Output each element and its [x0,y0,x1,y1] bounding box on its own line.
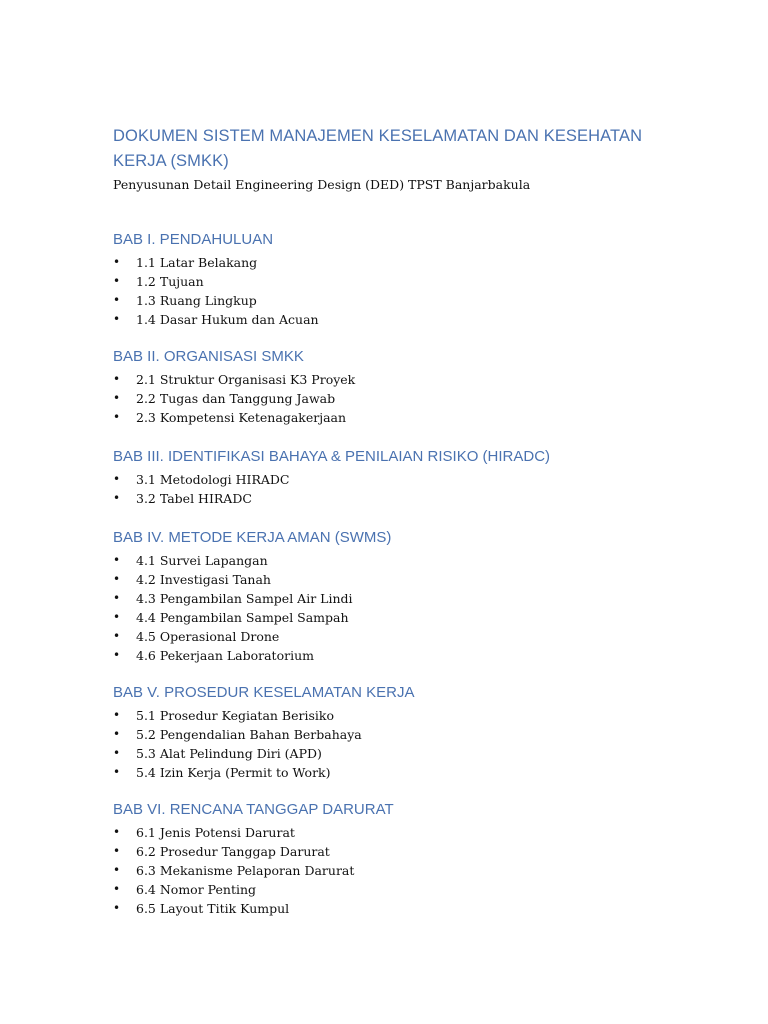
list-item-text: 5.4 Izin Kerja (Permit to Work) [136,765,331,780]
list-item [113,551,673,570]
list-item-text: 6.3 Mekanisme Pelaporan Darurat [136,863,355,878]
list-item [113,627,673,646]
document-title: DOKUMEN SISTEM MANAJEMEN KESELAMATAN DAN KESEHATAN KERJA (SMKK) [113,127,643,170]
bullet-icon: • [113,863,121,877]
list-item [113,570,673,589]
list-item [113,842,673,861]
section-item-list [113,706,673,782]
section-item-list [113,823,673,918]
bullet-icon: • [113,746,121,760]
section-item-list [113,470,673,508]
list-item-text: 5.1 Prosedur Kegiatan Berisiko [136,708,334,723]
section-heading: BAB V. PROSEDUR KESELAMATAN KERJA [113,684,415,701]
list-item-text: 4.1 Survei Lapangan [136,553,268,568]
section-heading: BAB II. ORGANISASI SMKK [113,348,304,365]
bullet-icon: • [113,591,121,605]
list-item [113,725,673,744]
section-item-list [113,370,673,427]
list-item-text: 1.3 Ruang Lingkup [136,293,257,308]
list-item [113,370,673,389]
bullet-icon: • [113,882,121,896]
list-item [113,608,673,627]
bullet-icon: • [113,293,121,307]
bullet-icon: • [113,825,121,839]
bullet-icon: • [113,765,121,779]
list-item [113,389,673,408]
section-1 [113,230,673,329]
bullet-icon: • [113,727,121,741]
section-6 [113,800,673,918]
bullet-icon: • [113,610,121,624]
list-item [113,744,673,763]
section-item-list [113,253,673,329]
bullet-icon: • [113,844,121,858]
bullet-icon: • [113,553,121,567]
list-item [113,646,673,665]
bullet-icon: • [113,901,121,915]
section-heading: BAB VI. RENCANA TANGGAP DARURAT [113,801,394,818]
bullet-icon: • [113,391,121,405]
document-sections [113,230,673,918]
bullet-icon: • [113,410,121,424]
list-item-text: 6.2 Prosedur Tanggap Darurat [136,844,330,859]
list-item-text: 2.3 Kompetensi Ketenagakerjaan [136,410,347,425]
list-item-text: 4.2 Investigasi Tanah [136,572,271,587]
section-item-list [113,551,673,665]
list-item-text: 6.4 Nomor Penting [136,882,257,897]
list-item-text: 3.2 Tabel HIRADC [136,491,252,506]
bullet-icon: • [113,312,121,326]
bullet-icon: • [113,472,121,486]
list-item-text: 5.2 Pengendalian Bahan Berbahaya [136,727,362,742]
list-item [113,408,673,427]
list-item [113,899,673,918]
list-item [113,272,673,291]
list-item-text: 2.2 Tugas dan Tanggung Jawab [136,391,336,406]
document-subtitle: Penyusunan Detail Engineering Design (DED) TPST Banjarbakula [113,177,531,192]
list-item [113,253,673,272]
section-5 [113,683,673,782]
bullet-icon: • [113,648,121,662]
list-item-text: 4.5 Operasional Drone [136,629,280,644]
section-heading: BAB III. IDENTIFIKASI BAHAYA & PENILAIAN RISIKO (HIRADC) [113,448,551,465]
list-item [113,589,673,608]
list-item [113,470,673,489]
bullet-icon: • [113,572,121,586]
list-item [113,823,673,842]
bullet-icon: • [113,372,121,386]
bullet-icon: • [113,629,121,643]
list-item [113,706,673,725]
list-item-text: 1.1 Latar Belakang [136,255,258,270]
list-item [113,310,673,329]
list-item-text: 6.5 Layout Titik Kumpul [136,901,290,916]
list-item-text: 1.4 Dasar Hukum dan Acuan [136,312,319,327]
document-page [113,124,673,918]
section-heading: BAB I. PENDAHULUAN [113,231,274,248]
bullet-icon: • [113,708,121,722]
list-item [113,880,673,899]
list-item-text: 3.1 Metodologi HIRADC [136,472,290,487]
list-item-text: 6.1 Jenis Potensi Darurat [136,825,295,840]
section-heading: BAB IV. METODE KERJA AMAN (SWMS) [113,529,392,546]
list-item-text: 5.3 Alat Pelindung Diri (APD) [136,746,322,761]
section-4 [113,528,673,665]
list-item [113,763,673,782]
bullet-icon: • [113,491,121,505]
list-item-text: 4.3 Pengambilan Sampel Air Lindi [136,591,353,606]
list-item-text: 1.2 Tujuan [136,274,204,289]
bullet-icon: • [113,255,121,269]
list-item-text: 2.1 Struktur Organisasi K3 Proyek [136,372,356,387]
bullet-icon: • [113,274,121,288]
list-item [113,489,673,508]
section-3 [113,447,673,508]
list-item-text: 4.6 Pekerjaan Laboratorium [136,648,314,663]
list-item [113,291,673,310]
list-item-text: 4.4 Pengambilan Sampel Sampah [136,610,349,625]
section-2 [113,347,673,427]
list-item [113,861,673,880]
